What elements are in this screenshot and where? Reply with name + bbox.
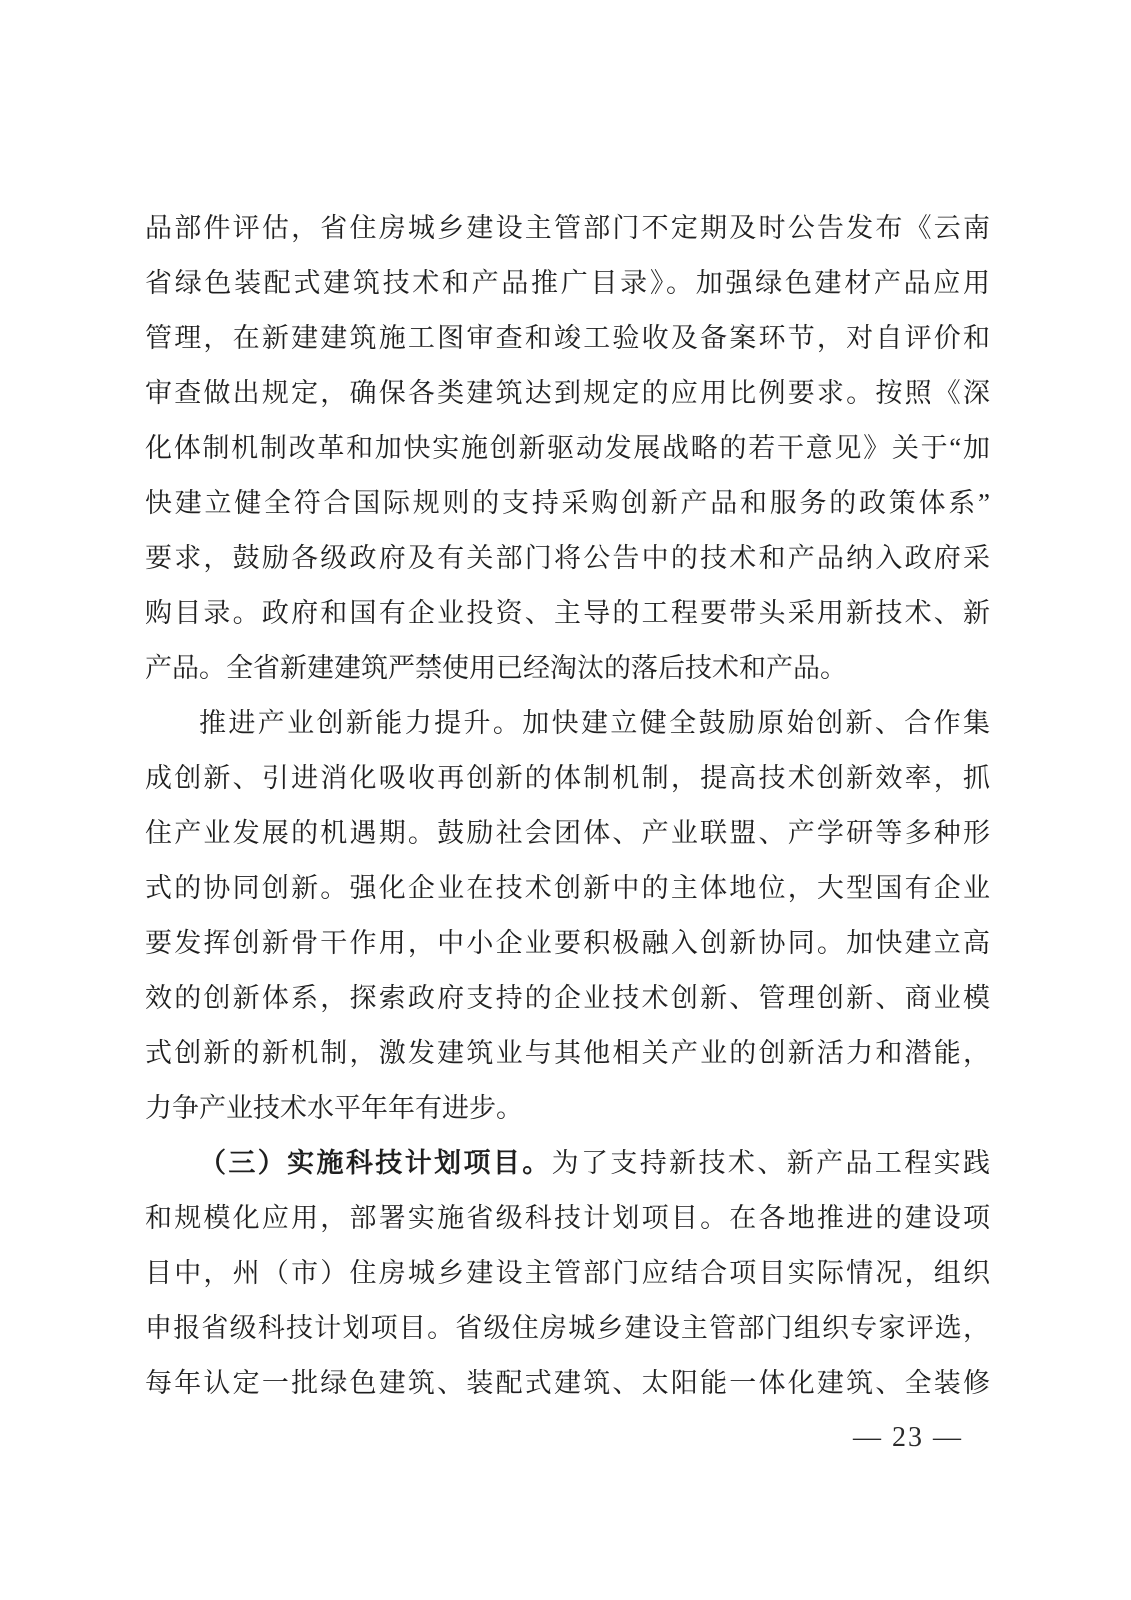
text-run: 省绿色装配式建筑技术和产品推广目录》。加强绿色建材产品应用 <box>145 268 990 298</box>
text-run: 式创新的新机制，激发建筑业与其他相关产业的创新活力和潜能， <box>145 1038 990 1068</box>
text-run: 住产业发展的机遇期。鼓励社会团体、产业联盟、产学研等多种形 <box>145 818 990 848</box>
text-run: 购目录。政府和国有企业投资、主导的工程要带头采用新技术、新 <box>145 598 990 628</box>
text-run: 成创新、引进消化吸收再创新的体制机制，提高技术创新效率，抓 <box>145 763 990 793</box>
page-number: — 23 — <box>853 1422 963 1453</box>
text-run: 审查做出规定，确保各类建筑达到规定的应用比例要求。按照《深 <box>145 378 990 408</box>
text-run: 式的协同创新。强化企业在技术创新中的主体地位，大型国有企业 <box>145 873 990 903</box>
text-run: 力争产业技术水平年年有进步。 <box>145 1093 523 1123</box>
text-run: 化体制机制改革和加快实施创新驱动发展战略的若干意见》关于“加 <box>145 433 990 463</box>
text-run: 管理，在新建建筑施工图审查和竣工验收及备案环节，对自评价和 <box>145 323 990 353</box>
text-run: 和规模化应用，部署实施省级科技计划项目。在各地推进的建设项 <box>145 1203 990 1233</box>
text-run: 要发挥创新骨干作用，中小企业要积极融入创新协同。加快建立高 <box>145 928 990 958</box>
text-line <box>145 1356 990 1411</box>
text-line <box>145 806 990 861</box>
text-line <box>145 696 990 751</box>
text-line <box>145 1081 990 1136</box>
text-line <box>145 476 990 531</box>
text-run: 效的创新体系，探索政府支持的企业技术创新、管理创新、商业模 <box>145 983 990 1013</box>
text-run: 为了支持新技术、新产品工程实践 <box>551 1148 990 1178</box>
text-run: 品部件评估，省住房城乡建设主管部门不定期及时公告发布《云南 <box>145 213 990 243</box>
text-line <box>145 751 990 806</box>
text-line <box>145 531 990 586</box>
text-line <box>145 1136 990 1191</box>
text-line <box>145 1026 990 1081</box>
text-run: 要求，鼓励各级政府及有关部门将公告中的技术和产品纳入政府采 <box>145 543 990 573</box>
text-run: 申报省级科技计划项目。省级住房城乡建设主管部门组织专家评选， <box>145 1313 990 1343</box>
text-line <box>145 311 990 366</box>
text-line <box>145 1301 990 1356</box>
text-line <box>145 861 990 916</box>
text-run: 目中，州（市）住房城乡建设主管部门应结合项目实际情况，组织 <box>145 1258 990 1288</box>
text-line <box>145 1246 990 1301</box>
text-run: 产品。全省新建建筑严禁使用已经淘汰的落后技术和产品。 <box>145 653 847 683</box>
text-line <box>145 971 990 1026</box>
section-heading: （三）实施科技计划项目。 <box>199 1148 552 1178</box>
text-line <box>145 366 990 421</box>
text-line <box>145 201 990 256</box>
text-line <box>145 916 990 971</box>
text-line <box>145 256 990 311</box>
document-body <box>145 201 990 1411</box>
text-line <box>145 641 990 696</box>
text-run: 每年认定一批绿色建筑、装配式建筑、太阳能一体化建筑、全装修 <box>145 1368 990 1398</box>
text-run: 快建立健全符合国际规则的支持采购创新产品和服务的政策体系” <box>145 488 990 518</box>
text-line <box>145 586 990 641</box>
text-line <box>145 421 990 476</box>
text-line <box>145 1191 990 1246</box>
text-run: 推进产业创新能力提升。加快建立健全鼓励原始创新、合作集 <box>199 708 990 738</box>
